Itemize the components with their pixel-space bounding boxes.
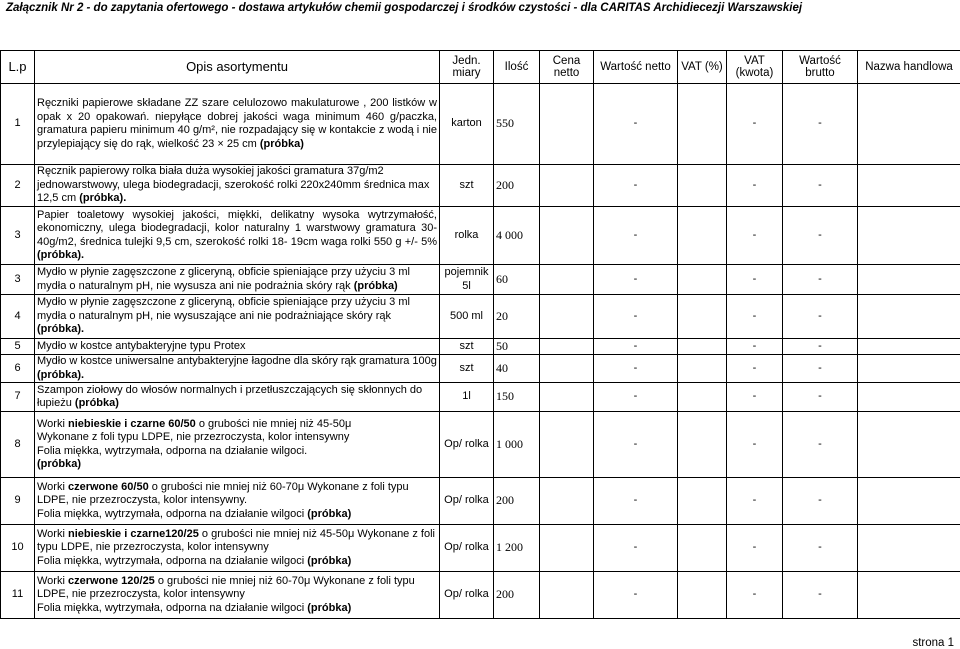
description-line (37, 528, 437, 555)
row-net-price (540, 572, 594, 619)
row-number: 11 (1, 572, 35, 619)
table-row (1, 84, 960, 165)
row-vat-amount: - (727, 572, 783, 619)
description-text: Ręczniki papierowe składane ZZ szare celulozowo makulaturowe , 200 listków w opak x 20 opakowań. niepyłące dobrej jakości waga minimum 460 g/paczka, gramatura papieru minimum 40 g/m², nie rozpadający się w kontakcie z wodą i nie przylepiający się do rąk, wielkość 23 × 25 cm (37, 97, 437, 150)
description-text: Worki (37, 527, 68, 540)
table-row (1, 383, 960, 412)
description-line (37, 508, 437, 522)
row-quantity: 200 (494, 478, 540, 525)
row-vat-amount: - (727, 165, 783, 207)
row-number: 4 (1, 295, 35, 339)
description-text: o grubości nie mniej niż 45-50μ Wykonane z foli typu LDPE, nie przezroczysta, kolor intensywny (37, 527, 435, 554)
row-gross-value: - (783, 84, 858, 165)
description-text: Mydło w płynie zagęszczone z gliceryną, obficie spieniające przy użyciu 3 ml mydła o naturalnym pH, nie wysuszające ani nie podrażniające skóry rąk (37, 296, 410, 322)
table-row (1, 165, 960, 207)
row-trade-name (858, 412, 960, 478)
row-vat-percent (678, 383, 727, 412)
header-gross-value: Wartość brutto (783, 51, 858, 84)
sample-label: (próbka) (74, 397, 119, 409)
row-quantity: 20 (494, 295, 540, 339)
row-number: 3 (1, 265, 35, 295)
row-vat-amount: - (727, 339, 783, 355)
row-net-value: - (594, 295, 678, 339)
header-description: Opis asortymentu (35, 51, 440, 84)
sample-label: (próbka) (37, 458, 81, 470)
table-row (1, 412, 960, 478)
row-net-price (540, 383, 594, 412)
row-number: 1 (1, 84, 35, 165)
row-description (35, 207, 440, 265)
table-row (1, 355, 960, 383)
row-description (35, 295, 440, 339)
description-text: o grubości nie mniej niż 60-70μ Wykonane z foli typu LDPE, nie przezroczysta, kolor intensywny. (37, 480, 409, 507)
row-description (35, 412, 440, 478)
header-lp: L.p (1, 51, 35, 84)
row-quantity: 40 (494, 355, 540, 383)
header-vat-amount: VAT (kwota) (727, 51, 783, 84)
row-gross-value: - (783, 355, 858, 383)
row-net-price (540, 478, 594, 525)
description-text: Papier toaletowy wysokiej jakości, miękki, delikatny wysoka wytrzymałość, ekonomiczny, ulega biodegradacji, kolor naturalny 1 warstwowy gramatura 30-40g/m2, średnica tulejki 9,5 cm, szerokość rolki 18- 19cm waga rolki 550 g +/- 5% (37, 208, 437, 248)
page-number: strona 1 (912, 637, 954, 649)
description-text: Ręcznik papierowy rolka biała duża wysokiej jakości gramatura 37g/m2 jednowarstwowy, ulega biodegradacji, szerokość rolki 220x240mm średnica max 12,5 cm (37, 165, 430, 205)
description-text: Szampon ziołowy do włosów normalnych i przetłuszczających się skłonnych do łupieżu (37, 383, 423, 409)
description-line (37, 418, 437, 432)
row-vat-amount: - (727, 355, 783, 383)
row-vat-amount: - (727, 525, 783, 572)
row-net-price (540, 207, 594, 265)
bag-type-label: niebieskie i czarne 60/50 (67, 417, 196, 430)
row-net-value: - (594, 165, 678, 207)
header-vat-percent: VAT (%) (678, 51, 727, 84)
row-vat-percent (678, 525, 727, 572)
description-line (37, 575, 437, 602)
row-gross-value: - (783, 478, 858, 525)
row-gross-value: - (783, 265, 858, 295)
bag-type-label: niebieskie i czarne120/25 (67, 527, 199, 540)
header-net-value: Wartość netto (594, 51, 678, 84)
row-gross-value: - (783, 339, 858, 355)
row-description (35, 525, 440, 572)
row-unit: Op/ rolka (440, 412, 494, 478)
header-trade-name: Nazwa handlowa (858, 51, 960, 84)
description-line: Folia miękka, wytrzymała, odporna na działanie wilgoci. (37, 444, 308, 457)
sample-label: (próbka) (307, 507, 352, 520)
row-number: 9 (1, 478, 35, 525)
row-quantity: 200 (494, 572, 540, 619)
row-gross-value: - (783, 165, 858, 207)
row-unit: szt (440, 339, 494, 355)
row-gross-value: - (783, 572, 858, 619)
description-text: Folia miękka, wytrzymała, odporna na działanie wilgoci (37, 601, 305, 614)
sample-label: (próbka). (37, 323, 85, 336)
table-row (1, 478, 960, 525)
description-text: Folia miękka, wytrzymała, odporna na działanie wilgoci (37, 507, 305, 520)
row-vat-amount: - (727, 383, 783, 412)
row-unit: 1l (440, 383, 494, 412)
row-trade-name (858, 355, 960, 383)
row-quantity: 150 (494, 383, 540, 412)
row-net-price (540, 265, 594, 295)
row-number: 2 (1, 165, 35, 207)
row-description (35, 339, 440, 355)
table-row (1, 265, 960, 295)
sample-label: (próbka) (353, 279, 398, 292)
row-quantity: 50 (494, 339, 540, 355)
row-vat-percent (678, 165, 727, 207)
row-unit: karton (440, 84, 494, 165)
table-row (1, 207, 960, 265)
row-vat-percent (678, 207, 727, 265)
row-unit: Op/ rolka (440, 572, 494, 619)
row-quantity: 550 (494, 84, 540, 165)
row-vat-percent (678, 572, 727, 619)
row-vat-percent (678, 295, 727, 339)
row-trade-name (858, 265, 960, 295)
row-trade-name (858, 478, 960, 525)
row-vat-percent (678, 84, 727, 165)
row-vat-percent (678, 355, 727, 383)
document-title: Załącznik Nr 2 - do zapytania ofertowego - dostawa artykułów chemii gospodarczej i środków czystości - dla CARITAS Archidiecezji Warszawskiej (6, 2, 803, 14)
row-vat-percent (678, 265, 727, 295)
row-description (35, 572, 440, 619)
row-net-price (540, 84, 594, 165)
header-row (1, 51, 960, 84)
description-text: Folia miękka, wytrzymała, odporna na działanie wilgoci (37, 554, 305, 567)
description-text: o grubości nie mniej niż 60-70μ Wykonane z foli typu LDPE, nie przezroczysta, kolor intensywny (37, 574, 415, 601)
row-unit: Op/ rolka (440, 478, 494, 525)
sample-label: (próbka). (79, 192, 127, 205)
description-text: Mydło w kostce antybakteryjne typu Protex (37, 339, 246, 352)
row-unit: pojemnik 5l (440, 265, 494, 295)
table-row (1, 339, 960, 355)
header-net-price: Cena netto (540, 51, 594, 84)
header-quantity: Ilość (494, 51, 540, 84)
bag-type-label: czerwone 60/50 (67, 480, 149, 493)
row-unit: rolka (440, 207, 494, 265)
row-number: 8 (1, 412, 35, 478)
row-net-price (540, 525, 594, 572)
row-quantity: 1 000 (494, 412, 540, 478)
row-description (35, 265, 440, 295)
row-quantity: 60 (494, 265, 540, 295)
sample-label: (próbka) (307, 601, 352, 614)
description-text: Worki (37, 417, 68, 430)
row-description (35, 355, 440, 383)
table-row (1, 572, 960, 619)
row-trade-name (858, 572, 960, 619)
row-vat-amount: - (727, 207, 783, 265)
row-number: 3 (1, 207, 35, 265)
row-net-value: - (594, 207, 678, 265)
row-net-price (540, 412, 594, 478)
description-line (37, 555, 437, 569)
row-description (35, 165, 440, 207)
row-net-price (540, 295, 594, 339)
row-net-value: - (594, 355, 678, 383)
row-gross-value: - (783, 295, 858, 339)
row-unit: Op/ rolka (440, 525, 494, 572)
row-quantity: 200 (494, 165, 540, 207)
row-net-value: - (594, 339, 678, 355)
row-net-value: - (594, 478, 678, 525)
row-description (35, 478, 440, 525)
row-vat-amount: - (727, 412, 783, 478)
description-line: Wykonane z foli typu LDPE, nie przezroczysta, kolor intensywny (37, 431, 350, 443)
row-net-value: - (594, 383, 678, 412)
row-number: 10 (1, 525, 35, 572)
row-description (35, 383, 440, 412)
description-text: Worki (37, 480, 68, 493)
description-text: Mydło w płynie zagęszczone z gliceryną, obficie spieniające przy użyciu 3 ml mydła o naturalnym pH, nie wysusza ani nie podrażnia skóry rąk (37, 266, 410, 292)
row-net-value: - (594, 572, 678, 619)
description-text: Mydło w kostce uniwersalne antybakteryjne łagodne dla skóry rąk gramatura 100g (37, 355, 437, 367)
row-quantity: 4 000 (494, 207, 540, 265)
row-trade-name (858, 525, 960, 572)
row-number: 5 (1, 339, 35, 355)
row-gross-value: - (783, 412, 858, 478)
row-gross-value: - (783, 525, 858, 572)
description-text: o grubości nie mniej niż 45-50μ (195, 417, 352, 430)
sample-label: (próbka). (37, 368, 85, 381)
row-vat-amount: - (727, 265, 783, 295)
bag-type-label: czerwone 120/25 (67, 574, 155, 587)
row-net-price (540, 339, 594, 355)
row-trade-name (858, 207, 960, 265)
row-unit: 500 ml (440, 295, 494, 339)
row-number: 6 (1, 355, 35, 383)
description-line (37, 481, 437, 508)
sample-label: (próbka) (307, 554, 352, 567)
row-gross-value: - (783, 207, 858, 265)
table-row (1, 525, 960, 572)
description-text: Worki (37, 574, 68, 587)
row-trade-name (858, 339, 960, 355)
row-trade-name (858, 84, 960, 165)
row-vat-amount: - (727, 478, 783, 525)
row-unit: szt (440, 355, 494, 383)
row-vat-percent (678, 339, 727, 355)
row-description (35, 84, 440, 165)
row-net-value: - (594, 84, 678, 165)
row-quantity: 1 200 (494, 525, 540, 572)
row-number: 7 (1, 383, 35, 412)
sample-label: (próbka). (37, 249, 85, 261)
row-net-value: - (594, 412, 678, 478)
row-net-price (540, 165, 594, 207)
row-net-value: - (594, 525, 678, 572)
row-gross-value: - (783, 383, 858, 412)
row-vat-percent (678, 478, 727, 525)
product-table (0, 50, 960, 619)
row-trade-name (858, 295, 960, 339)
sample-label: (próbka) (259, 137, 304, 150)
description-line (37, 602, 437, 616)
row-net-value: - (594, 265, 678, 295)
table-row (1, 295, 960, 339)
row-unit: szt (440, 165, 494, 207)
row-trade-name (858, 383, 960, 412)
row-vat-amount: - (727, 295, 783, 339)
row-trade-name (858, 165, 960, 207)
row-net-price (540, 355, 594, 383)
header-unit: Jedn. miary (440, 51, 494, 84)
row-vat-percent (678, 412, 727, 478)
row-vat-amount: - (727, 84, 783, 165)
